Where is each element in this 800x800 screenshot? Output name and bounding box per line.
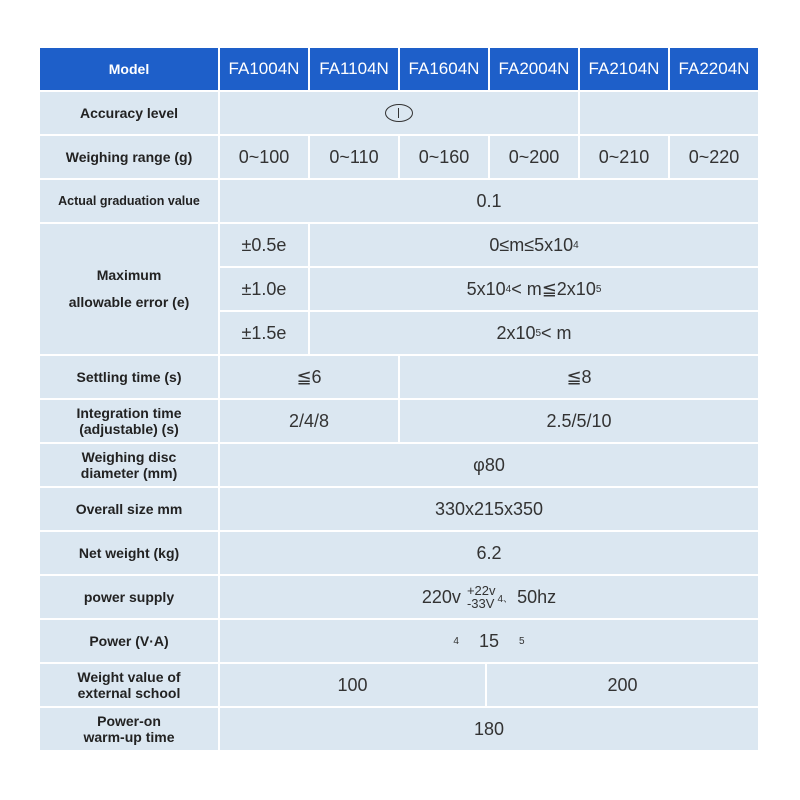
mpe-range-3-a-sup: 5: [535, 327, 542, 339]
spec-table: [40, 48, 760, 752]
graduation-label: Actual graduation value: [40, 180, 220, 224]
mpe-range-3-mid: < m: [541, 322, 572, 343]
accuracy-empty: [580, 92, 760, 136]
power-supply-tol-minus: -33V: [466, 596, 495, 611]
integration-label-line1: Integration time: [76, 405, 182, 421]
integration-label-line2: (adjustable) (s): [79, 421, 179, 437]
power-pre-mark: 4: [453, 635, 459, 647]
disc-value: φ80: [220, 444, 760, 488]
mpe-range-1-main: 0≤m≤5x10: [489, 234, 574, 255]
integration-value-2: 2.5/5/10: [400, 400, 760, 444]
power-post-mark: 5: [519, 635, 525, 647]
mpe-range-2-b-sup: 5: [595, 283, 602, 295]
power-supply-voltage: 220v: [421, 586, 461, 607]
power-label: Power (V·A): [40, 620, 220, 664]
header-model-1: FA1004N: [220, 48, 310, 92]
header-model-5: FA2104N: [580, 48, 670, 92]
power-value: [220, 620, 760, 664]
mpe-range-2-a-sup: 4: [505, 283, 512, 295]
ext-weight-label-line2: external school: [77, 685, 181, 701]
ext-weight-value-1: 100: [220, 664, 487, 708]
header-model-6: FA2204N: [670, 48, 760, 92]
power-supply-tol-mark: 4、: [497, 593, 514, 605]
warmup-value: 180: [220, 708, 760, 752]
mpe-range-1: [310, 224, 760, 268]
power-supply-label: power supply: [40, 576, 220, 620]
accuracy-value: [220, 92, 580, 136]
warmup-label-line1: Power-on: [97, 713, 161, 729]
mpe-range-3: [310, 312, 760, 356]
header-model-4: FA2004N: [490, 48, 580, 92]
settling-value-1: ≦6: [220, 356, 400, 400]
range-label: Weighing range (g): [40, 136, 220, 180]
integration-value-1: 2/4/8: [220, 400, 400, 444]
warmup-label: [40, 708, 220, 752]
mpe-range-2-a: 5x10: [466, 278, 506, 299]
size-value: 330x215x350: [220, 488, 760, 532]
warmup-label-line2: warm-up time: [83, 729, 175, 745]
power-number: 15: [478, 630, 500, 651]
range-value-2: 0~110: [310, 136, 400, 180]
integration-label: [40, 400, 220, 444]
mpe-range-3-a: 2x10: [496, 322, 536, 343]
size-label: Overall size mm: [40, 488, 220, 532]
mpe-error-2: ±1.0e: [220, 268, 310, 312]
power-supply-tolerance: [467, 584, 496, 610]
header-model-2: FA1104N: [310, 48, 400, 92]
range-value-4: 0~200: [490, 136, 580, 180]
power-supply-value: [220, 576, 760, 620]
header-model-3: FA1604N: [400, 48, 490, 92]
roman-one-in-oval-icon: [385, 104, 413, 122]
mpe-label-line1: Maximum: [96, 267, 162, 283]
mpe-error-3: ±1.5e: [220, 312, 310, 356]
ext-weight-label: [40, 664, 220, 708]
ext-weight-value-2: 200: [487, 664, 760, 708]
ext-weight-label-line1: Weight value of: [77, 669, 181, 685]
range-value-3: 0~160: [400, 136, 490, 180]
power-supply-frequency: 50hz: [517, 586, 557, 607]
header-model-label: Model: [40, 48, 220, 92]
graduation-value: 0.1: [220, 180, 760, 224]
mpe-range-2: [310, 268, 760, 312]
range-value-6: 0~220: [670, 136, 760, 180]
mpe-range-1-sup: 4: [573, 239, 579, 251]
mpe-error-1: ±0.5e: [220, 224, 310, 268]
power-supply-tol-plus: +22v: [466, 583, 496, 598]
net-weight-value: 6.2: [220, 532, 760, 576]
mpe-label: [40, 224, 220, 356]
disc-label-line1: Weighing disc: [81, 449, 177, 465]
disc-label: [40, 444, 220, 488]
mpe-range-2-mid: < m≦2x10: [511, 278, 596, 299]
disc-label-line2: diameter (mm): [80, 465, 178, 481]
settling-value-2: ≦8: [400, 356, 760, 400]
mpe-label-line2: allowable error (e): [68, 294, 190, 310]
net-weight-label: Net weight (kg): [40, 532, 220, 576]
range-value-5: 0~210: [580, 136, 670, 180]
accuracy-label: Accuracy level: [40, 92, 220, 136]
settling-label: Settling time (s): [40, 356, 220, 400]
range-value-1: 0~100: [220, 136, 310, 180]
